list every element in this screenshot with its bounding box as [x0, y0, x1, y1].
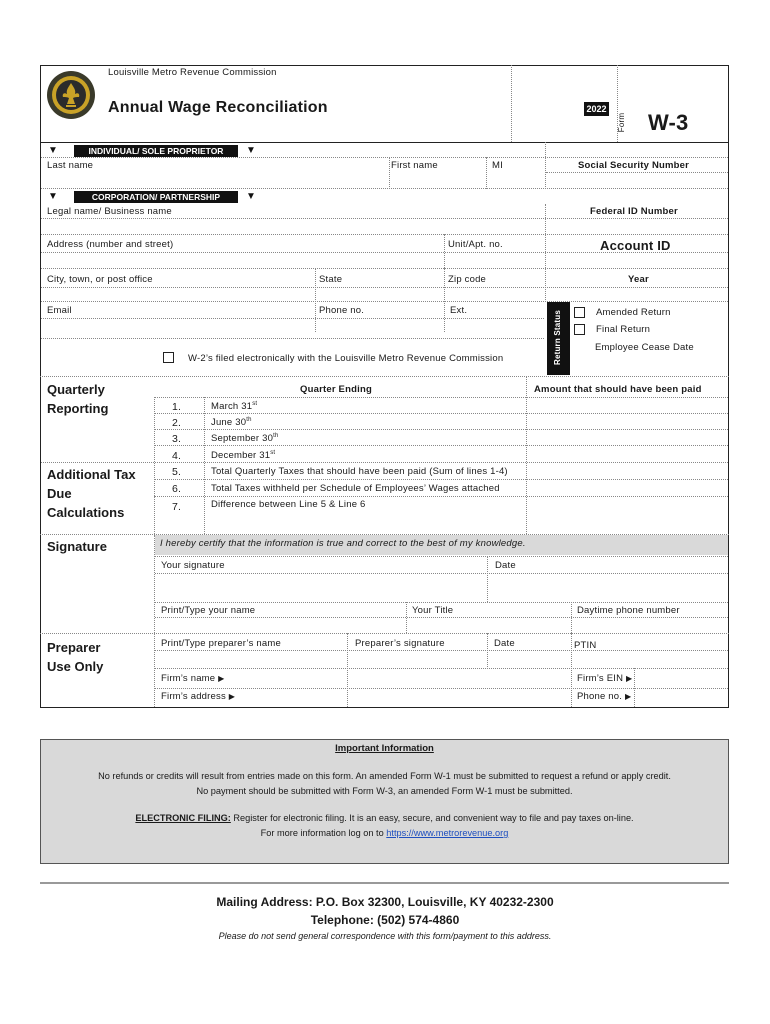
more-info-line [41, 828, 728, 838]
unit-label: Unit/Apt. no. [448, 239, 503, 250]
firm-name-label: Firm’s name ▶ [161, 673, 225, 684]
state-label: State [319, 274, 343, 285]
rule [155, 556, 728, 557]
fein-label: Federal ID Number [590, 206, 678, 217]
efile-line [41, 813, 728, 823]
notice-line-1: No refunds or credits will result from entries made on this form. An amended Form W-1 must be submitted to request a refund or apply credit. [98, 771, 671, 781]
legal-name-label: Legal name/ Business name [47, 206, 172, 217]
divider [154, 397, 155, 534]
signature-date-field[interactable] [488, 573, 728, 602]
rule [41, 218, 728, 219]
line-number: 7. [172, 501, 182, 513]
quarter-2-amount-field[interactable] [527, 414, 728, 429]
firm-ein-label: Firm’s EIN ▶ [577, 673, 633, 684]
line-7-amount-field[interactable] [527, 497, 728, 534]
additional-label: Total Taxes withheld per Schedule of Employees’ Wages attached [211, 483, 500, 494]
preparer-date-field[interactable] [488, 650, 570, 668]
right-arrow-icon: ▶ [624, 692, 632, 701]
year-field[interactable] [546, 287, 728, 301]
form-number: W-3 [648, 110, 689, 135]
year-badge: 2022 [584, 102, 609, 116]
line-number: 1. [172, 401, 182, 413]
important-information-box [40, 739, 729, 864]
right-arrow-icon: ▶ [228, 692, 236, 701]
ssn-label: Social Security Number [578, 160, 690, 171]
unit-field[interactable] [445, 252, 544, 268]
quarter-label: September 30th [211, 433, 279, 445]
rule [41, 252, 728, 253]
firm-name-field[interactable] [348, 669, 570, 687]
phone-label: Phone no. [319, 305, 365, 316]
preparer-section-title: Preparer Use Only [47, 640, 104, 674]
line-number: 4. [172, 450, 182, 462]
firm-address-field[interactable] [348, 689, 570, 707]
notice-line-2: No payment should be submitted with Form W-3, an amended Form W-1 must be submitted. [196, 786, 573, 796]
print-name-field[interactable] [155, 617, 405, 633]
w2-electronic-checkbox[interactable] [163, 352, 174, 363]
rule [41, 188, 728, 189]
agency-name: Louisville Metro Revenue Commission [108, 67, 277, 78]
additional-section-title: Additional Tax Due Calculations [47, 467, 136, 520]
print-name-label: Print/Type your name [161, 605, 256, 616]
corporation-banner: CORPORATION/ PARTNERSHIP [74, 191, 238, 203]
preparer-print-name-field[interactable] [155, 650, 346, 668]
ext-field[interactable] [445, 318, 544, 332]
rule [41, 268, 728, 269]
ssn-field[interactable] [546, 172, 728, 188]
quarter-4-amount-field[interactable] [527, 446, 728, 461]
first-name-label: First name [391, 160, 438, 171]
employee-cease-label: Employee Cease Date [595, 342, 694, 353]
mi-label: MI [492, 160, 503, 171]
rule [41, 301, 728, 302]
preparer-phone-field[interactable] [635, 689, 728, 707]
quarter-ending-header: Quarter Ending [300, 384, 372, 395]
quarterly-section-title: Quarterly Reporting [47, 382, 109, 416]
city-label: City, town, or post office [47, 274, 153, 285]
individual-banner: INDIVIDUAL/ SOLE PROPRIETOR [74, 145, 238, 157]
metro-seal-logo [46, 70, 96, 120]
rule [41, 287, 728, 288]
notice-heading: Important Information [335, 743, 434, 754]
rule [155, 602, 728, 603]
quarter-3-amount-field[interactable] [527, 430, 728, 445]
rule [155, 617, 728, 618]
street-label: Address (number and street) [47, 239, 174, 250]
email-label: Email [47, 305, 72, 316]
firm-ein-field[interactable] [635, 669, 728, 687]
line-number: 2. [172, 417, 182, 429]
rule [546, 172, 728, 173]
final-return-label: Final Return [596, 324, 651, 335]
account-id-field[interactable] [546, 254, 728, 268]
footer-rule [40, 882, 729, 884]
street-field[interactable] [41, 252, 443, 268]
firm-address-label: Firm’s address ▶ [161, 691, 236, 702]
phone-field[interactable] [316, 318, 443, 332]
legal-name-field[interactable] [41, 218, 544, 233]
preparer-signature-field[interactable] [348, 650, 486, 668]
rule [155, 650, 728, 651]
more-info-text: For more information log on to [260, 828, 387, 838]
line-6-amount-field[interactable] [527, 480, 728, 495]
final-return-checkbox[interactable] [574, 324, 585, 335]
daytime-phone-label: Daytime phone number [577, 605, 680, 616]
preparer-phone-label: Phone no. ▶ [577, 691, 632, 702]
form-title: Annual Wage Reconciliation [108, 99, 328, 116]
ptin-label: PTIN [574, 640, 597, 651]
rule [41, 234, 728, 235]
additional-label: Total Quarterly Taxes that should have been paid (Sum of lines 1-4) [211, 466, 508, 477]
signature-date-label: Date [495, 560, 516, 571]
header-divider [511, 65, 512, 142]
certify-statement: I hereby certify that the information is true and correct to the best of my knowledge. [160, 538, 526, 549]
year-label: Year [628, 274, 649, 285]
amended-return-label: Amended Return [596, 307, 671, 318]
telephone: Telephone: (502) 574-4860 [310, 913, 460, 927]
metrorevenue-link[interactable]: https://www.metrorevenue.org [386, 828, 509, 838]
last-name-label: Last name [47, 160, 94, 171]
fein-field[interactable] [546, 220, 728, 234]
return-status-label: Return Status [553, 309, 563, 366]
daytime-phone-field[interactable] [572, 617, 728, 633]
additional-label: Difference between Line 5 & Line 6 [211, 499, 366, 510]
quarter-1-amount-field[interactable] [527, 398, 728, 413]
preparer-signature-label: Preparer’s signature [355, 638, 445, 649]
rule [155, 573, 728, 574]
quarter-label: December 31st [211, 450, 276, 462]
rule [41, 338, 544, 339]
ptin-field[interactable] [572, 652, 728, 668]
ext-label: Ext. [450, 305, 468, 316]
line-number: 3. [172, 433, 182, 445]
right-arrow-icon: ▶ [218, 674, 225, 683]
line-5-amount-field[interactable] [527, 463, 728, 478]
employee-cease-date-field[interactable] [572, 355, 728, 375]
last-name-field[interactable] [41, 158, 389, 188]
right-arrow-icon: ▶ [626, 674, 633, 683]
first-name-field[interactable] [390, 158, 485, 188]
quarter-label: June 30th [211, 417, 252, 429]
your-signature-field[interactable] [155, 573, 486, 602]
amount-header: Amount that should have been paid [534, 384, 702, 395]
divider [204, 397, 205, 534]
down-triangle-icon: ▼ [48, 191, 58, 202]
mi-field[interactable] [487, 158, 544, 188]
rule [40, 376, 729, 377]
your-signature-label: Your signature [161, 560, 225, 571]
rule [40, 633, 729, 634]
down-triangle-icon: ▼ [48, 145, 58, 156]
email-field[interactable] [41, 318, 314, 332]
amended-return-checkbox[interactable] [574, 307, 585, 318]
down-triangle-icon: ▼ [246, 191, 256, 202]
correspondence-note: Please do not send general correspondence with this form/payment to this address. [218, 931, 552, 941]
mailing-address: Mailing Address: P.O. Box 32300, Louisville, KY 40232-2300 [216, 895, 554, 909]
signature-section-title: Signature [47, 539, 107, 554]
efile-text: Register for electronic filing. It is an easy, secure, and convenient way to file and pay taxes on-line. [230, 813, 634, 823]
rule [41, 157, 728, 158]
rule [41, 318, 544, 319]
state-field[interactable] [316, 287, 443, 301]
line-number: 6. [172, 483, 182, 495]
zip-label: Zip code [448, 274, 487, 285]
zip-field[interactable] [445, 287, 544, 301]
down-triangle-icon: ▼ [246, 145, 256, 156]
preparer-date-label: Date [494, 638, 515, 649]
your-title-field[interactable] [407, 617, 570, 633]
w2-electronic-label: W-2’s filed electronically with the Louisville Metro Revenue Commission [188, 353, 504, 364]
city-field[interactable] [41, 287, 314, 301]
line-number: 5. [172, 466, 182, 478]
preparer-print-name-label: Print/Type preparer’s name [161, 638, 281, 649]
divider [571, 633, 572, 707]
divider [545, 268, 546, 302]
header-bottom-rule [40, 142, 729, 143]
quarter-label: March 31st [211, 401, 258, 413]
efile-label: ELECTRONIC FILING: [135, 813, 231, 823]
account-id-label: Account ID [600, 238, 671, 253]
your-title-label: Your Title [412, 605, 454, 616]
form-label: Form [617, 112, 627, 133]
